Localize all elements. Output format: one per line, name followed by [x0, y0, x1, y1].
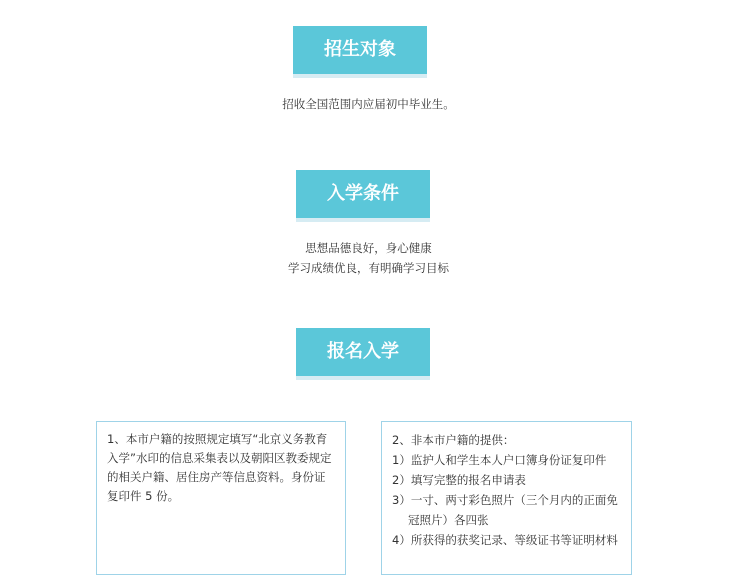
conditions-description — [0, 238, 737, 278]
nonlocal-residents-box — [381, 421, 632, 575]
section-title-conditions: 入学条件 — [296, 170, 430, 222]
section-title-enroll: 报名入学 — [296, 328, 430, 380]
condition-line: 思想品德良好，身心健康 — [305, 241, 432, 255]
list-item: 3）一寸、两寸彩色照片（三个月内的正面免 — [392, 493, 618, 507]
local-residents-box — [96, 421, 346, 575]
condition-line: 学习成绩优良，有明确学习目标 — [288, 261, 449, 275]
local-residents-text: 1、本市户籍的按照规定填写“北京义务教育入学”水印的信息采集表以及朝阳区教委规定的相关户籍、居住房产等信息资料。身份证复印件 5 份。 — [107, 432, 332, 503]
requirements-list — [392, 450, 621, 550]
section-title-target: 招生对象 — [293, 26, 427, 78]
target-description: 招收全国范围内应届初中毕业生。 — [282, 97, 455, 111]
nonlocal-residents-heading: 2、非本市户籍的提供： — [392, 433, 515, 447]
list-item-continuation: 冠照片）各四张 — [408, 513, 489, 527]
list-item: 2）填写完整的报名申请表 — [392, 473, 526, 487]
list-item: 1）监护人和学生本人户口簿身份证复印件 — [392, 453, 607, 467]
list-item — [392, 510, 621, 530]
list-item: 4）所获得的获奖记录、等级证书等证明材料 — [392, 533, 618, 547]
